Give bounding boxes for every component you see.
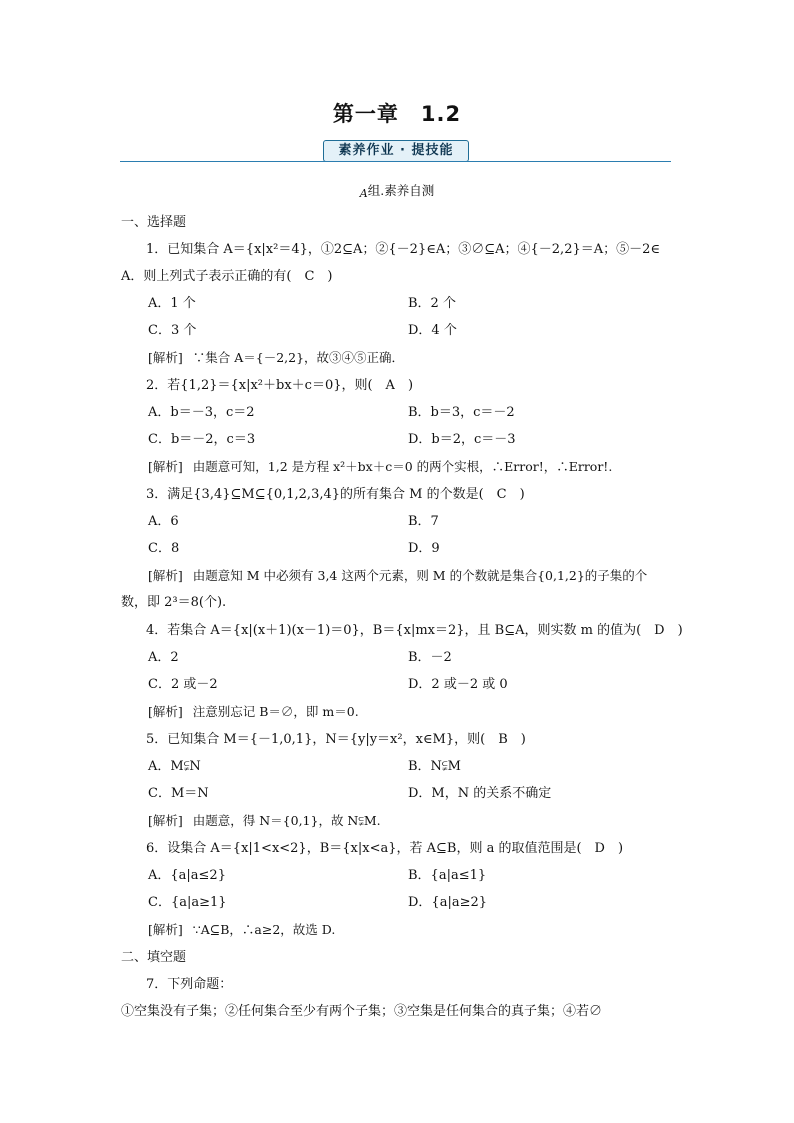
q2-option-b: B．b＝3，c＝－2: [408, 405, 515, 420]
q3-stem: 3．满足{3,4}⊆M⊆{0,1,2,3,4}的所有集合 M 的个数是( C ): [146, 487, 525, 502]
q1-analysis-text: ∵集合 A＝{－2,2}，故③④⑤正确．: [192, 350, 405, 365]
q6-analysis: [148, 922, 335, 938]
analysis-label: [解析]: [148, 813, 183, 828]
q5-analysis: [148, 813, 381, 829]
q1-stem-line1: 1．已知集合 A＝{x|x²＝4}，①2⊆A；②{－2}∈A；③∅⊆A；④{－2,2}＝A；⑤－2∈: [146, 242, 661, 257]
q6-analysis-text: ∵A⊆B，∴a≥2，故选 D.: [192, 922, 336, 937]
section-banner: 素养作业 · 提技能: [323, 140, 469, 162]
q3-analysis-line2: 数，即 2³＝8(个).: [121, 595, 227, 610]
q1-option-d: D．4 个: [408, 323, 457, 338]
q6-option-c: C．{a|a≥1}: [148, 895, 227, 910]
q4-option-a: A．2: [148, 650, 179, 665]
q2-analysis-text: 由题意可知，1,2 是方程 x²＋bx＋c＝0 的两个实根，∴Error!，∴Error!.: [192, 459, 613, 474]
q4-option-c: C．2 或－2: [148, 677, 218, 692]
q4-option-b: B．－2: [408, 650, 452, 665]
q4-option-d: D．2 或－2 或 0: [408, 677, 508, 692]
group-label: 组.素养自测: [367, 183, 435, 198]
q2-option-d: D．b＝2，c＝－3: [408, 432, 516, 447]
q6-option-d: D．{a|a≥2}: [408, 895, 488, 910]
analysis-label: [解析]: [148, 350, 183, 365]
q5-option-d: D．M，N 的关系不确定: [408, 786, 552, 801]
q7-statements: ①空集没有子集；②任何集合至少有两个子集；③空集是任何集合的真子集；④若∅: [121, 1004, 603, 1019]
q1-stem-line2: A．则上列式子表示正确的有( C ): [121, 269, 333, 284]
q7-stem: 7．下列命题：: [146, 977, 233, 992]
header-divider: [120, 161, 671, 162]
analysis-label: [解析]: [148, 704, 183, 719]
q6-option-b: B．{a|a≤1}: [408, 868, 487, 883]
q3-analysis-text1: 由题意知 M 中必须有 3,4 这两个元素，则 M 的个数就是集合{0,1,2}的子集的个: [192, 568, 648, 583]
q6-stem: 6．设集合 A＝{x|1<x<2}，B＝{x|x<a}，若 A⊆B，则 a 的取值范围是( D ): [146, 841, 624, 856]
q5-stem: 5．已知集合 M＝{－1,0,1}，N＝{y|y＝x²，x∈M}，则( B ): [146, 732, 526, 747]
group-heading: [0, 181, 794, 200]
q4-analysis-text: 注意别忘记 B＝∅，即 m＝0.: [192, 704, 359, 719]
q2-option-a: A．b＝－3，c＝2: [148, 405, 255, 420]
q2-stem: 2．若{1,2}＝{x|x²＋bx＋c＝0}，则( A ): [146, 378, 414, 393]
q1-analysis: [148, 350, 404, 366]
q3-option-d: D．9: [408, 541, 440, 556]
analysis-label: [解析]: [148, 568, 183, 583]
group-letter: A: [359, 187, 368, 200]
q5-option-a: A．M⫋N: [148, 759, 201, 774]
q3-analysis-line1: [148, 568, 647, 584]
q1-option-b: B．2 个: [408, 296, 456, 311]
q1-option-c: C．3 个: [148, 323, 197, 338]
section-heading-choice: 一、选择题: [121, 215, 187, 230]
q1-option-a: A．1 个: [148, 296, 196, 311]
q5-analysis-text: 由题意，得 N＝{0,1}，故 N⫋M.: [192, 813, 381, 828]
analysis-label: [解析]: [148, 922, 183, 937]
section-heading-fill: 二、填空题: [121, 950, 187, 965]
q4-stem: 4．若集合 A＝{x|(x＋1)(x－1)＝0}，B＝{x|mx＝2}，且 B⊆A，则实数 m 的值为( D ): [146, 623, 683, 638]
q3-option-b: B．7: [408, 514, 439, 529]
chapter-title: 第一章 1.2: [332, 102, 462, 126]
q4-analysis: [148, 704, 359, 720]
q2-analysis: [148, 459, 612, 475]
q2-option-c: C．b＝－2，c＝3: [148, 432, 256, 447]
q3-option-a: A．6: [148, 514, 179, 529]
q5-option-c: C．M＝N: [148, 786, 209, 801]
q5-option-b: B．N⫋M: [408, 759, 461, 774]
q6-option-a: A．{a|a≤2}: [148, 868, 226, 883]
analysis-label: [解析]: [148, 459, 183, 474]
q3-option-c: C．8: [148, 541, 180, 556]
